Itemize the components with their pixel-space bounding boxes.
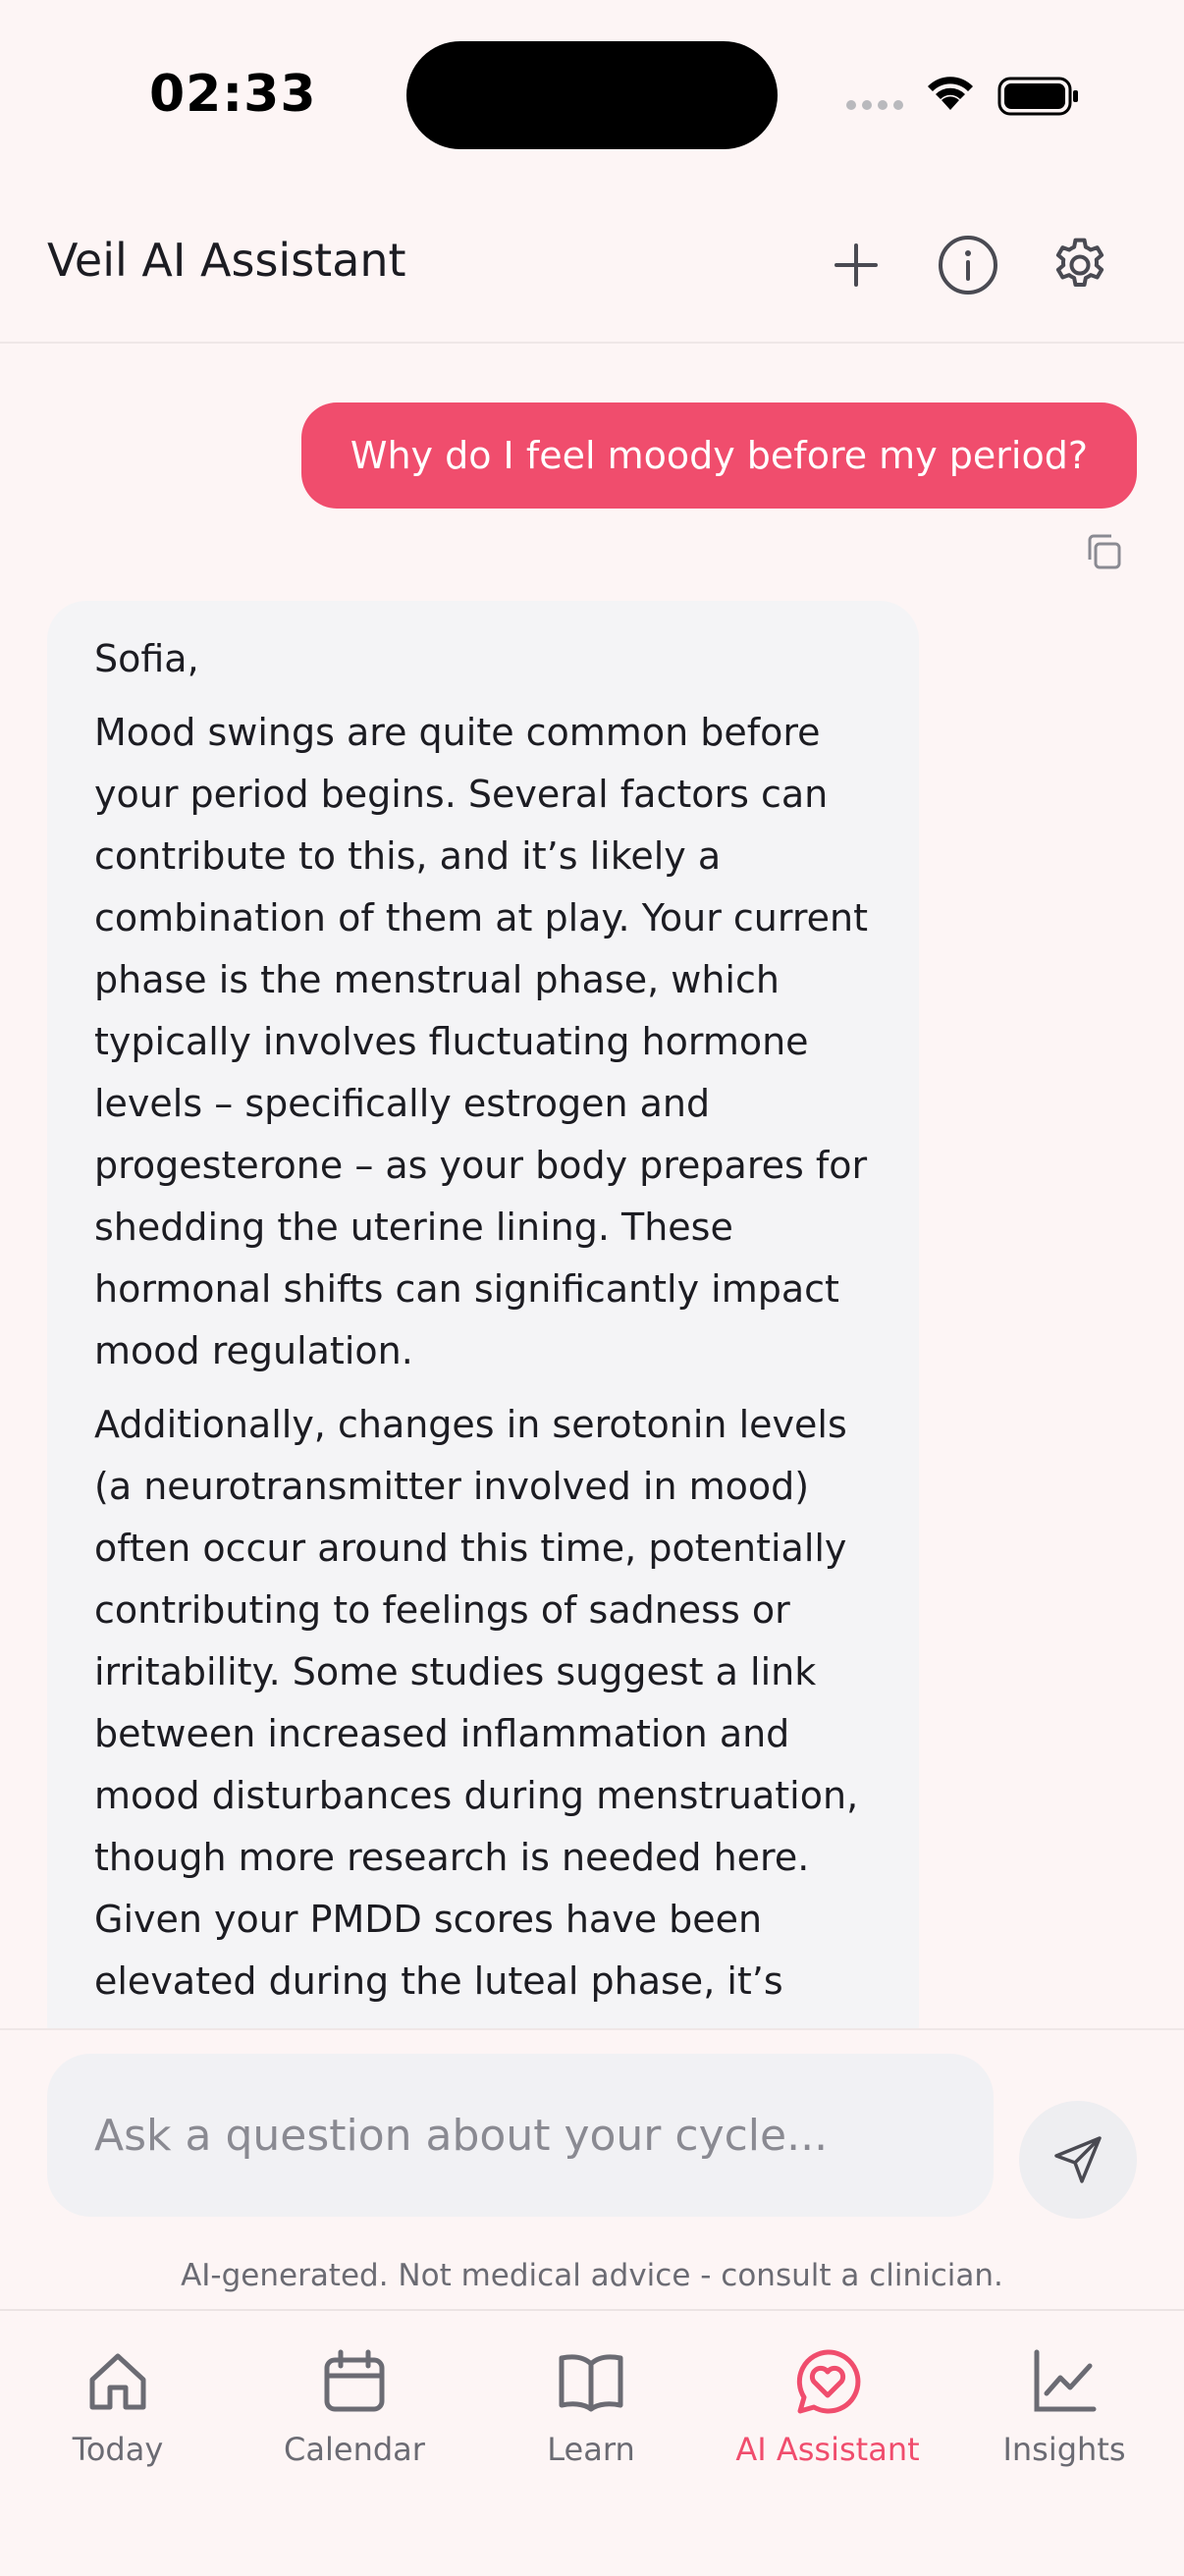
settings-button[interactable] [1041, 226, 1119, 304]
chat-thread[interactable] [0, 344, 1184, 2028]
battery-icon [997, 75, 1080, 118]
tab-label: AI Assistant [735, 2431, 920, 2468]
tab-calendar[interactable] [237, 2346, 472, 2468]
question-input[interactable] [47, 2054, 994, 2217]
new-chat-button[interactable] [817, 226, 895, 304]
bottom-tab-bar [0, 2309, 1184, 2576]
copy-icon[interactable] [1082, 530, 1125, 573]
wifi-icon [923, 73, 978, 112]
gear-icon [1049, 234, 1111, 296]
user-message-bubble: Why do I feel moody before my period? [301, 402, 1137, 509]
status-bar [0, 0, 1184, 187]
send-button[interactable] [1019, 2101, 1137, 2219]
tab-ai-assistant[interactable] [710, 2346, 945, 2468]
status-time: 02:33 [149, 65, 317, 124]
dynamic-island [406, 41, 778, 149]
info-button[interactable] [929, 226, 1007, 304]
chart-icon [1029, 2346, 1100, 2417]
cellular-signal-icon [846, 100, 903, 110]
tab-label: Insights [1002, 2431, 1126, 2468]
book-icon [556, 2346, 626, 2417]
ai-message-bubble [47, 601, 919, 2028]
message-composer [0, 2028, 1184, 2311]
send-icon [1050, 2132, 1105, 2187]
ai-disclaimer: AI-generated. Not medical advice - consult a clinician. [181, 2258, 1003, 2293]
home-icon [82, 2346, 153, 2417]
ai-paragraph: Additionally, changes in serotonin levels (a neurotransmitter involved in mood) often occur around this time, potentially contributing to feelings of sadness or irritability. Some studies suggest a link between increased inflammation and mood disturbances during menstruation, though more research is needed here. Given your PMDD scores have been elevated during the luteal phase, it’s [94, 1403, 859, 2003]
calendar-icon [319, 2346, 390, 2417]
info-icon [937, 234, 999, 296]
tab-learn[interactable] [473, 2346, 709, 2468]
tab-label: Today [72, 2431, 164, 2468]
tab-insights[interactable] [946, 2346, 1182, 2468]
tab-label: Learn [547, 2431, 635, 2468]
tab-today[interactable] [0, 2346, 236, 2468]
app-header [0, 187, 1184, 344]
tab-label: Calendar [284, 2431, 425, 2468]
page-title: Veil AI Assistant [47, 234, 406, 287]
heart-chat-icon [792, 2346, 863, 2417]
ai-paragraph: Mood swings are quite common before your period begins. Several factors can contribute to this, and it’s likely a combination of them at play. Your current phase is the menstrual phase, which typically involves fluctuating hormone levels – specifically estrogen and progesterone – as your body prepares for shedding the uterine lining. These hormonal shifts can significantly impact mood regulation. [94, 711, 868, 1372]
plus-icon [831, 240, 882, 291]
ai-greeting: Sofia, [94, 637, 199, 680]
